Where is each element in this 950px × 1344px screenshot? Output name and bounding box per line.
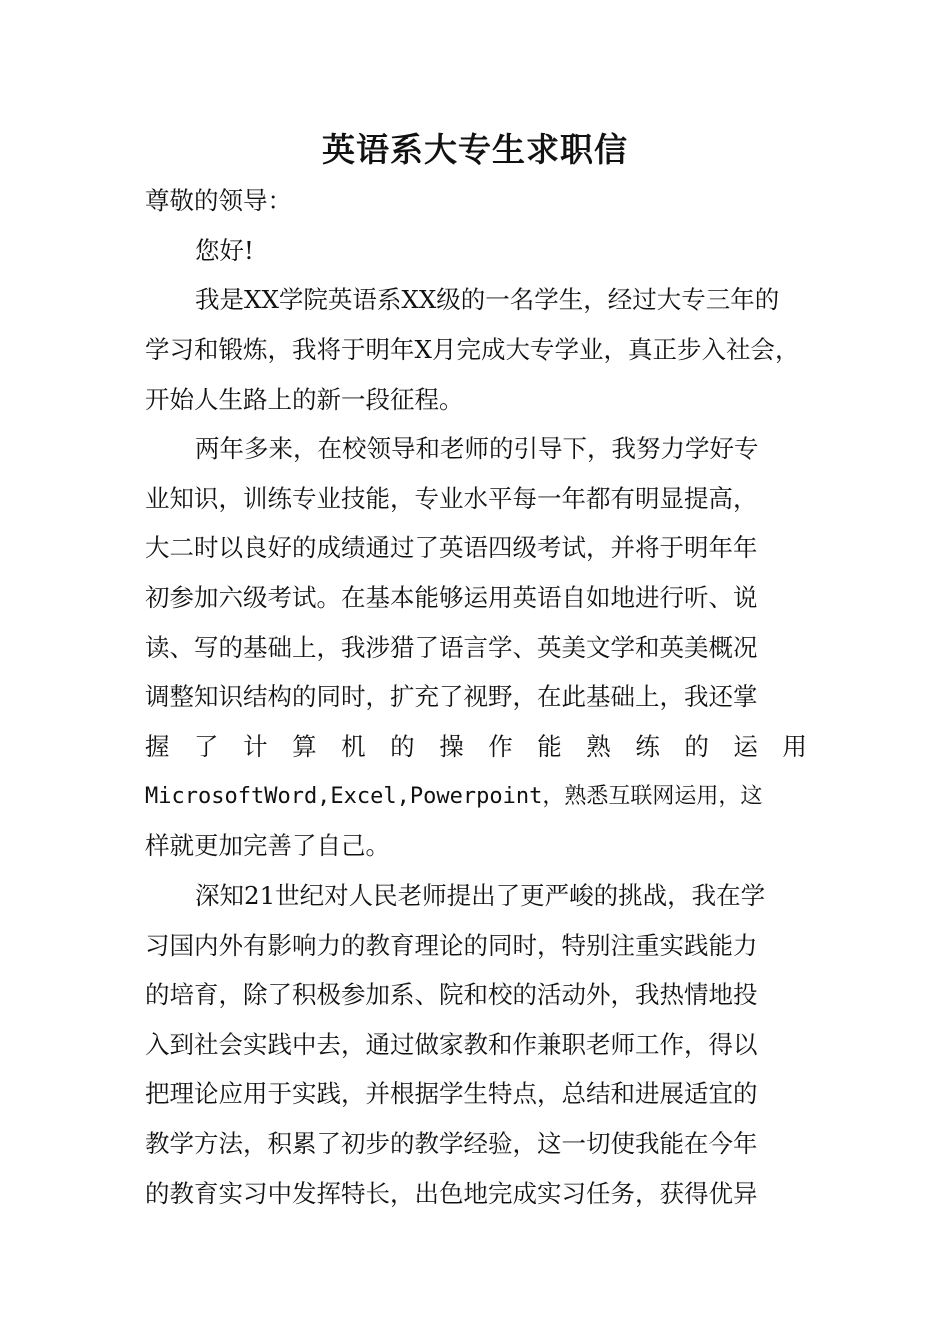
paragraph-1-line-2: 学习和锻炼，我将于明年X月完成大专学业，真正步入社会，	[145, 335, 800, 364]
paragraph-2-line-3: 大二时以良好的成绩通过了英语四级考试，并将于明年年	[145, 533, 758, 562]
spread-char: 作	[488, 732, 513, 761]
greeting: 您好!	[195, 236, 254, 265]
spread-char: 算	[292, 732, 317, 761]
paragraph-2-line-7	[145, 729, 807, 765]
paragraph-2-line-5: 读、写的基础上，我涉猎了语言学、英美文学和英美概况	[145, 633, 758, 662]
spread-char: 用	[782, 732, 807, 761]
paragraph-1-line-1: 我是XX学院英语系XX级的一名学生，经过大专三年的	[195, 285, 780, 314]
paragraph-3-line-3: 的培育，除了积极参加系、院和校的活动外，我热情地投	[145, 980, 758, 1009]
paragraph-1-line-3: 开始人生路上的新一段征程。	[145, 385, 464, 414]
paragraph-3-line-6: 教学方法，积累了初步的教学经验，这一切使我能在今年	[145, 1129, 758, 1158]
paragraph-3-line-1: 深知21世纪对人民老师提出了更严峻的挑战，我在学	[195, 881, 766, 910]
spread-char: 运	[733, 732, 758, 761]
paragraph-2-line-6: 调整知识结构的同时，扩充了视野，在此基础上，我还掌	[145, 682, 758, 711]
paragraph-3-line-2: 习国内外有影响力的教育理论的同时，特别注重实践能力	[145, 931, 758, 960]
spread-char: 熟	[586, 732, 611, 761]
spread-char: 能	[537, 732, 562, 761]
spread-char: 了	[194, 732, 219, 761]
spread-char: 握	[145, 732, 170, 761]
paragraph-2-line-9: 样就更加完善了自己。	[145, 831, 390, 860]
letter-title: 英语系大专生求职信	[322, 130, 628, 169]
spread-char: 操	[439, 732, 464, 761]
paragraph-3-line-5: 把理论应用于实践，并根据学生特点，总结和进展适宜的	[145, 1079, 758, 1108]
spread-char: 的	[390, 732, 415, 761]
paragraph-3-line-4: 入到社会实践中去，通过做家教和作兼职老师工作，得以	[145, 1030, 758, 1059]
paragraph-2-line-8: MicrosoftWord,Excel,Powerpoint，熟悉互联网运用，这	[145, 784, 763, 809]
spread-char: 的	[684, 732, 709, 761]
paragraph-2-line-2: 业知识，训练专业技能，专业水平每一年都有明显提高，	[145, 484, 758, 513]
spread-char: 练	[635, 732, 660, 761]
paragraph-3-line-7: 的教育实习中发挥特长，出色地完成实习任务，获得优异	[145, 1179, 758, 1208]
spread-char: 计	[243, 732, 268, 761]
spread-char: 机	[341, 732, 366, 761]
paragraph-2-line-1: 两年多来，在校领导和老师的引导下，我努力学好专	[195, 434, 759, 463]
paragraph-2-line-4: 初参加六级考试。在基本能够运用英语自如地进行听、说	[145, 583, 758, 612]
salutation: 尊敬的领导：	[145, 186, 292, 215]
